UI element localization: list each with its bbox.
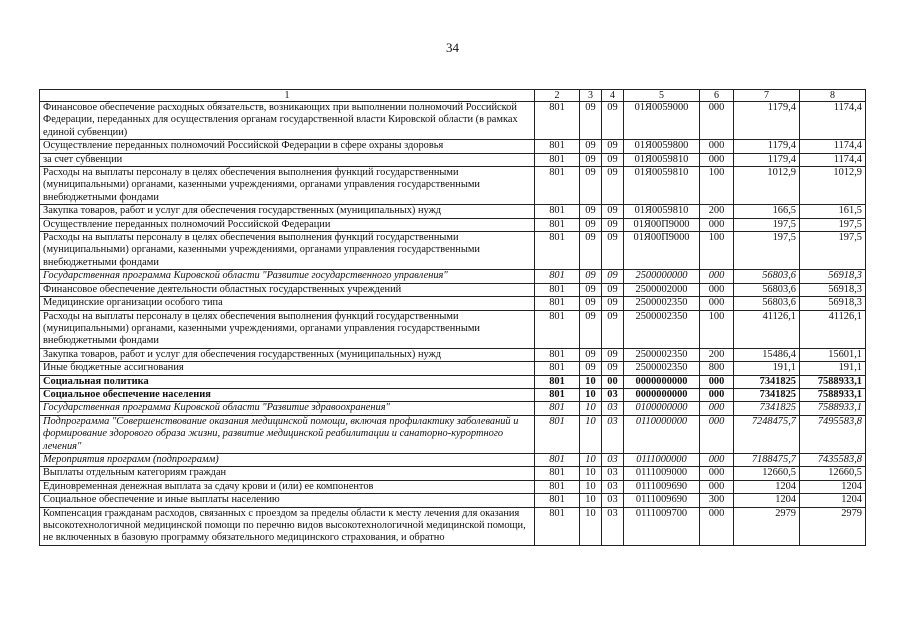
row-code-cell: 801: [535, 375, 580, 388]
row-target-cell: 2500002350: [624, 310, 700, 348]
row-code-cell: 801: [535, 480, 580, 493]
row-amount-1-cell: 15486,4: [734, 348, 800, 361]
header-cell: 6: [700, 90, 734, 102]
row-target-cell: 0111009690: [624, 494, 700, 507]
row-amount-1-cell: 1179,4: [734, 102, 800, 140]
row-code-cell: 801: [535, 402, 580, 415]
table-row: [40, 402, 866, 415]
row-section-cell: 10: [580, 494, 602, 507]
row-amount-1-cell: 1179,4: [734, 153, 800, 166]
row-amount-1-cell: 191,1: [734, 362, 800, 375]
row-subsection-cell: 09: [602, 310, 624, 348]
table-row: [40, 453, 866, 466]
table-row: [40, 167, 866, 205]
row-name-cell: Социальное обеспечение населения: [40, 388, 535, 401]
row-target-cell: 2500000000: [624, 270, 700, 283]
row-expense-type-cell: 000: [700, 140, 734, 153]
row-code-cell: 801: [535, 453, 580, 466]
row-amount-1-cell: 7341825: [734, 402, 800, 415]
row-target-cell: 2500002000: [624, 283, 700, 296]
row-subsection-cell: 09: [602, 102, 624, 140]
header-cell: 7: [734, 90, 800, 102]
row-expense-type-cell: 000: [700, 480, 734, 493]
row-amount-2-cell: 2979: [800, 507, 866, 545]
row-expense-type-cell: 200: [700, 205, 734, 218]
row-section-cell: 09: [580, 348, 602, 361]
table-row: [40, 507, 866, 545]
row-code-cell: 801: [535, 283, 580, 296]
row-amount-1-cell: 56803,6: [734, 283, 800, 296]
row-amount-2-cell: 1204: [800, 480, 866, 493]
row-amount-1-cell: 56803,6: [734, 270, 800, 283]
row-subsection-cell: 09: [602, 218, 624, 231]
row-amount-2-cell: 1012,9: [800, 167, 866, 205]
row-section-cell: 09: [580, 362, 602, 375]
row-subsection-cell: 09: [602, 167, 624, 205]
row-name-cell: Финансовое обеспечение деятельности областных государственных учреждений: [40, 283, 535, 296]
row-code-cell: 801: [535, 348, 580, 361]
row-amount-1-cell: 7341825: [734, 388, 800, 401]
row-expense-type-cell: 000: [700, 153, 734, 166]
row-target-cell: 2500002350: [624, 297, 700, 310]
row-section-cell: 10: [580, 402, 602, 415]
row-name-cell: Иные бюджетные ассигнования: [40, 362, 535, 375]
row-target-cell: 01Я0059810: [624, 153, 700, 166]
row-target-cell: 01Я0059800: [624, 140, 700, 153]
row-subsection-cell: 09: [602, 232, 624, 270]
table-row: [40, 388, 866, 401]
row-section-cell: 10: [580, 453, 602, 466]
row-target-cell: 01Я00П9000: [624, 218, 700, 231]
row-subsection-cell: 09: [602, 283, 624, 296]
row-name-cell: Финансовое обеспечение расходных обязательств, возникающих при выполнении полномочий Российской Федерации, переданных для осуществления органам государственной власти Кировской области (в рамках единой субвенции): [40, 102, 535, 140]
row-amount-1-cell: 1204: [734, 494, 800, 507]
row-target-cell: 0110000000: [624, 415, 700, 453]
row-code-cell: 801: [535, 310, 580, 348]
table-row: [40, 375, 866, 388]
header-cell: 3: [580, 90, 602, 102]
page-number: 34: [446, 40, 459, 55]
table-row: [40, 467, 866, 480]
row-subsection-cell: 09: [602, 140, 624, 153]
row-expense-type-cell: 000: [700, 297, 734, 310]
row-amount-1-cell: 197,5: [734, 232, 800, 270]
table-row: [40, 480, 866, 493]
row-amount-2-cell: 56918,3: [800, 297, 866, 310]
row-code-cell: 801: [535, 362, 580, 375]
table-row: [40, 140, 866, 153]
row-expense-type-cell: 000: [700, 388, 734, 401]
row-subsection-cell: 03: [602, 480, 624, 493]
row-amount-1-cell: 7248475,7: [734, 415, 800, 453]
row-name-cell: Расходы на выплаты персоналу в целях обеспечения выполнения функций государственными (муниципальными) органами, казенными учреждениями, органами управления государственными внебюджетными фондами: [40, 310, 535, 348]
row-subsection-cell: 00: [602, 375, 624, 388]
row-expense-type-cell: 000: [700, 375, 734, 388]
row-amount-2-cell: 7588933,1: [800, 388, 866, 401]
row-code-cell: 801: [535, 415, 580, 453]
row-subsection-cell: 03: [602, 467, 624, 480]
row-target-cell: 0111009690: [624, 480, 700, 493]
row-subsection-cell: 09: [602, 348, 624, 361]
row-code-cell: 801: [535, 140, 580, 153]
row-expense-type-cell: 200: [700, 348, 734, 361]
row-amount-2-cell: 12660,5: [800, 467, 866, 480]
row-amount-2-cell: 161,5: [800, 205, 866, 218]
table-row: [40, 232, 866, 270]
row-expense-type-cell: 300: [700, 494, 734, 507]
table-body: [40, 102, 866, 546]
row-expense-type-cell: 100: [700, 167, 734, 205]
row-name-cell: Закупка товаров, работ и услуг для обеспечения государственных (муниципальных) нужд: [40, 348, 535, 361]
row-subsection-cell: 03: [602, 494, 624, 507]
row-target-cell: 0111009700: [624, 507, 700, 545]
row-subsection-cell: 09: [602, 362, 624, 375]
row-target-cell: 01Я00П9000: [624, 232, 700, 270]
row-amount-1-cell: 2979: [734, 507, 800, 545]
row-expense-type-cell: 000: [700, 453, 734, 466]
row-amount-2-cell: 56918,3: [800, 283, 866, 296]
row-amount-1-cell: 197,5: [734, 218, 800, 231]
table-row: [40, 283, 866, 296]
row-subsection-cell: 09: [602, 205, 624, 218]
row-amount-1-cell: 12660,5: [734, 467, 800, 480]
row-target-cell: 0000000000: [624, 388, 700, 401]
table-row: [40, 415, 866, 453]
row-name-cell: Социальное обеспечение и иные выплаты населению: [40, 494, 535, 507]
row-name-cell: Расходы на выплаты персоналу в целях обеспечения выполнения функций государственными (муниципальными) органами, казенными учреждениями, органами управления государственными внебюджетными фондами: [40, 167, 535, 205]
budget-table: [39, 89, 866, 546]
table-row: [40, 362, 866, 375]
table-row: [40, 205, 866, 218]
header-cell: 4: [602, 90, 624, 102]
row-target-cell: 0111009000: [624, 467, 700, 480]
row-code-cell: 801: [535, 218, 580, 231]
row-expense-type-cell: 800: [700, 362, 734, 375]
row-target-cell: 2500002350: [624, 362, 700, 375]
row-expense-type-cell: 100: [700, 232, 734, 270]
row-section-cell: 09: [580, 310, 602, 348]
row-amount-2-cell: 1174,4: [800, 140, 866, 153]
row-section-cell: 09: [580, 205, 602, 218]
row-section-cell: 09: [580, 283, 602, 296]
row-amount-2-cell: 197,5: [800, 232, 866, 270]
table-row: [40, 297, 866, 310]
row-name-cell: Расходы на выплаты персоналу в целях обеспечения выполнения функций государственными (муниципальными) органами, казенными учреждениями, органами управления государственными внебюджетными фондами: [40, 232, 535, 270]
row-name-cell: Государственная программа Кировской области "Развитие здравоохранения": [40, 402, 535, 415]
row-subsection-cell: 03: [602, 507, 624, 545]
row-amount-1-cell: 1204: [734, 480, 800, 493]
row-name-cell: Медицинские организации особого типа: [40, 297, 535, 310]
row-name-cell: Мероприятия программ (подпрограмм): [40, 453, 535, 466]
header-cell: 5: [624, 90, 700, 102]
row-target-cell: 01Я0059000: [624, 102, 700, 140]
row-amount-1-cell: 166,5: [734, 205, 800, 218]
row-section-cell: 09: [580, 232, 602, 270]
row-amount-1-cell: 7188475,7: [734, 453, 800, 466]
row-amount-1-cell: 41126,1: [734, 310, 800, 348]
row-amount-2-cell: 7588933,1: [800, 375, 866, 388]
header-cell: 1: [40, 90, 535, 102]
table-row: [40, 494, 866, 507]
row-expense-type-cell: 000: [700, 218, 734, 231]
row-name-cell: Закупка товаров, работ и услуг для обеспечения государственных (муниципальных) нужд: [40, 205, 535, 218]
row-section-cell: 10: [580, 388, 602, 401]
row-code-cell: 801: [535, 167, 580, 205]
row-code-cell: 801: [535, 153, 580, 166]
row-code-cell: 801: [535, 297, 580, 310]
row-subsection-cell: 03: [602, 388, 624, 401]
row-subsection-cell: 09: [602, 270, 624, 283]
row-expense-type-cell: 000: [700, 415, 734, 453]
row-name-cell: за счет субвенции: [40, 153, 535, 166]
row-amount-2-cell: 41126,1: [800, 310, 866, 348]
row-code-cell: 801: [535, 102, 580, 140]
row-section-cell: 09: [580, 102, 602, 140]
row-expense-type-cell: 100: [700, 310, 734, 348]
row-section-cell: 09: [580, 297, 602, 310]
row-amount-1-cell: 7341825: [734, 375, 800, 388]
row-section-cell: 10: [580, 375, 602, 388]
row-section-cell: 09: [580, 153, 602, 166]
row-amount-2-cell: 191,1: [800, 362, 866, 375]
row-amount-2-cell: 7588933,1: [800, 402, 866, 415]
row-amount-2-cell: 1174,4: [800, 102, 866, 140]
row-code-cell: 801: [535, 388, 580, 401]
header-cell: 2: [535, 90, 580, 102]
row-target-cell: 0100000000: [624, 402, 700, 415]
row-expense-type-cell: 000: [700, 402, 734, 415]
row-amount-1-cell: 1179,4: [734, 140, 800, 153]
row-subsection-cell: 03: [602, 415, 624, 453]
row-name-cell: Компенсация гражданам расходов, связанных с проездом за пределы области к месту лечения для оказания высокотехнологичной медицинской помощи по перечню видов высокотехнологичной медицинской помощи, не включенных в базовую программу обязательного медицинского страхования, и обратно: [40, 507, 535, 545]
row-amount-2-cell: 7435583,8: [800, 453, 866, 466]
row-subsection-cell: 03: [602, 402, 624, 415]
row-code-cell: 801: [535, 232, 580, 270]
table-row: [40, 270, 866, 283]
row-amount-2-cell: 197,5: [800, 218, 866, 231]
row-section-cell: 09: [580, 167, 602, 205]
row-section-cell: 10: [580, 467, 602, 480]
row-subsection-cell: 09: [602, 153, 624, 166]
row-amount-2-cell: 56918,3: [800, 270, 866, 283]
row-subsection-cell: 03: [602, 453, 624, 466]
row-section-cell: 10: [580, 480, 602, 493]
row-amount-2-cell: 7495583,8: [800, 415, 866, 453]
row-subsection-cell: 09: [602, 297, 624, 310]
table-row: [40, 153, 866, 166]
table-row: [40, 348, 866, 361]
row-expense-type-cell: 000: [700, 467, 734, 480]
row-expense-type-cell: 000: [700, 102, 734, 140]
table-row: [40, 102, 866, 140]
row-section-cell: 10: [580, 507, 602, 545]
row-name-cell: Осуществление переданных полномочий Российской Федерации: [40, 218, 535, 231]
table-row: [40, 218, 866, 231]
row-code-cell: 801: [535, 270, 580, 283]
row-name-cell: Государственная программа Кировской области "Развитие государственного управления": [40, 270, 535, 283]
row-code-cell: 801: [535, 507, 580, 545]
row-name-cell: Подпрограмма "Совершенствование оказания медицинской помощи, включая профилактику заболеваний и формирование здорового образа жизни, развитие медицинской реабилитации и санаторно-курортного лечения": [40, 415, 535, 453]
row-code-cell: 801: [535, 467, 580, 480]
row-name-cell: Социальная политика: [40, 375, 535, 388]
row-name-cell: Выплаты отдельным категориям граждан: [40, 467, 535, 480]
row-name-cell: Единовременная денежная выплата за сдачу крови и (или) ее компонентов: [40, 480, 535, 493]
row-target-cell: 0111000000: [624, 453, 700, 466]
row-section-cell: 09: [580, 218, 602, 231]
row-expense-type-cell: 000: [700, 270, 734, 283]
row-target-cell: 0000000000: [624, 375, 700, 388]
row-section-cell: 09: [580, 270, 602, 283]
row-target-cell: 01Я0059810: [624, 167, 700, 205]
row-section-cell: 10: [580, 415, 602, 453]
row-expense-type-cell: 000: [700, 283, 734, 296]
row-expense-type-cell: 000: [700, 507, 734, 545]
row-section-cell: 09: [580, 140, 602, 153]
table-row: [40, 310, 866, 348]
row-target-cell: 2500002350: [624, 348, 700, 361]
row-amount-2-cell: 1204: [800, 494, 866, 507]
row-amount-1-cell: 56803,6: [734, 297, 800, 310]
table-header-row: [40, 90, 866, 102]
header-cell: 8: [800, 90, 866, 102]
row-code-cell: 801: [535, 205, 580, 218]
row-amount-1-cell: 1012,9: [734, 167, 800, 205]
row-amount-2-cell: 15601,1: [800, 348, 866, 361]
row-target-cell: 01Я0059810: [624, 205, 700, 218]
row-code-cell: 801: [535, 494, 580, 507]
row-name-cell: Осуществление переданных полномочий Российской Федерации в сфере охраны здоровья: [40, 140, 535, 153]
row-amount-2-cell: 1174,4: [800, 153, 866, 166]
